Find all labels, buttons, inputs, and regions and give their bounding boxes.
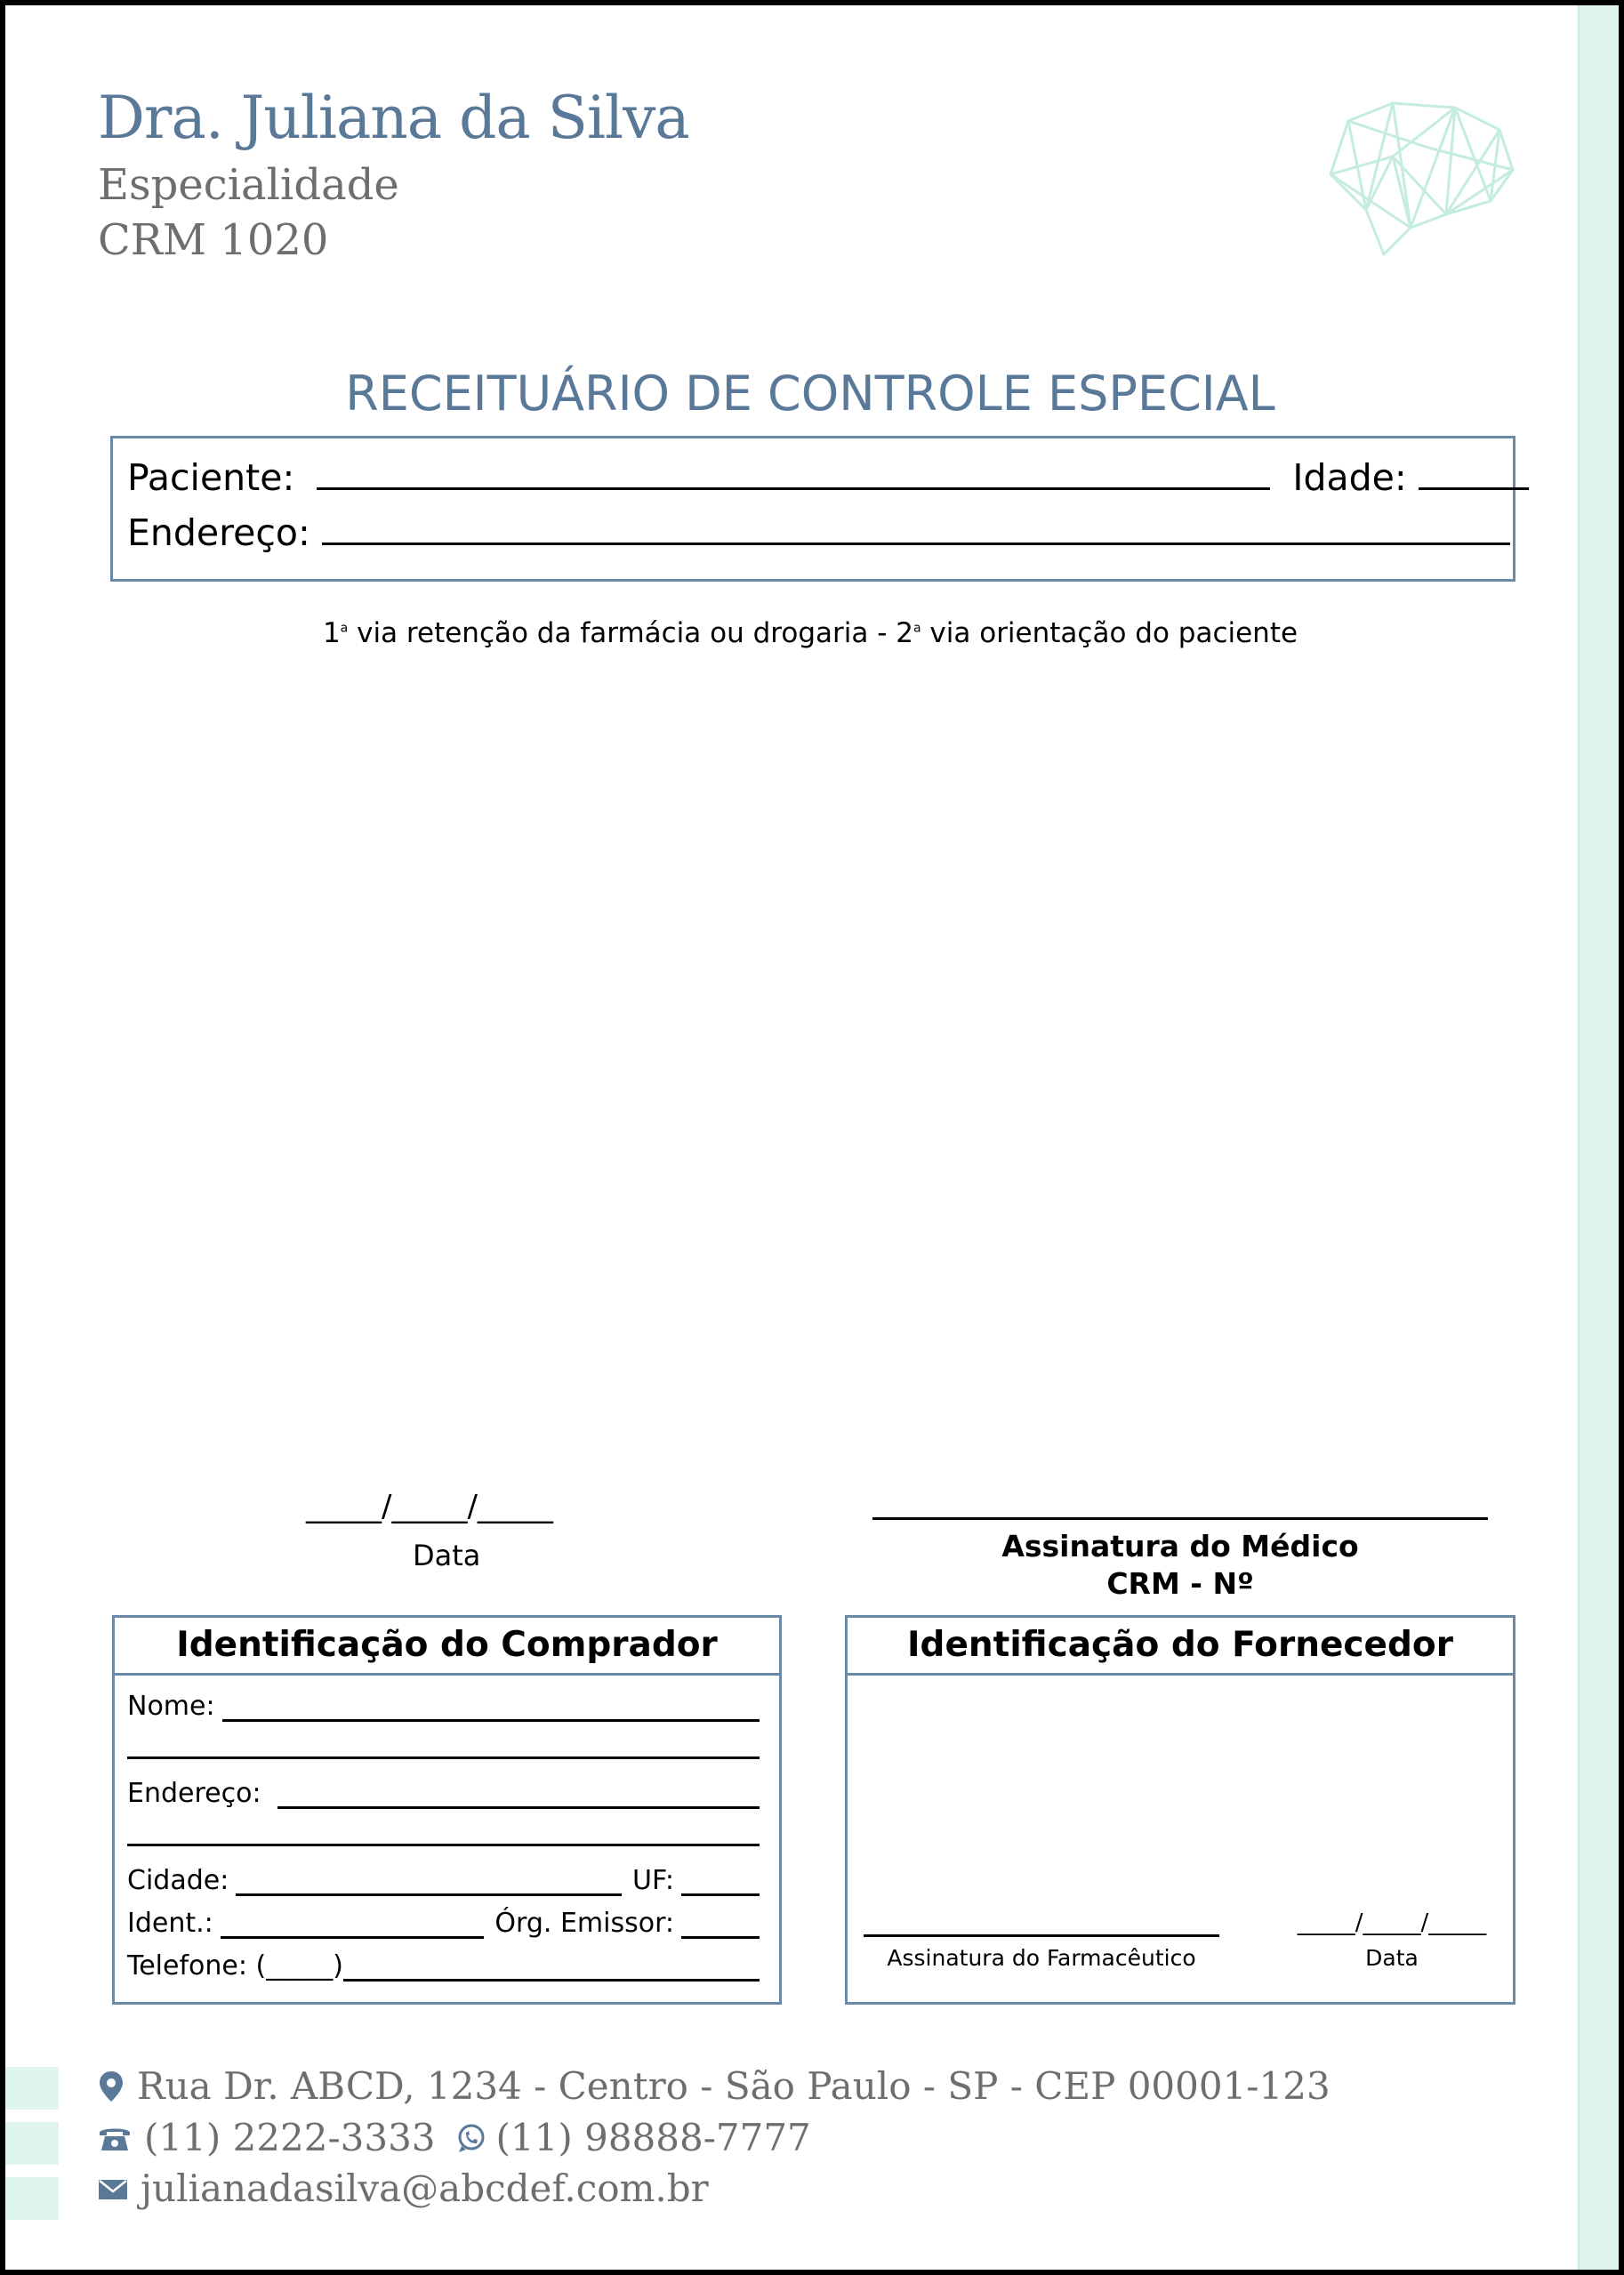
via-superscript-2: a [912, 621, 921, 636]
doctor-specialty: Especialidade [98, 160, 399, 210]
footer-decor-square-1 [5, 2067, 59, 2110]
footer-phone-text: (11) 2222-3333 [144, 2116, 436, 2159]
copy-instructions [5, 617, 1615, 649]
via-second-text: via orientação do paciente [921, 617, 1298, 649]
pharmacist-signature-line[interactable] [864, 1934, 1219, 1937]
patient-name-row [127, 456, 1497, 499]
footer-email-text: julianadasilva@abcdef.com.br [141, 2166, 709, 2210]
buyer-city-field[interactable] [236, 1870, 622, 1896]
signature-title: Assinatura do Médico [1001, 1529, 1359, 1564]
buyer-uf-field[interactable] [681, 1870, 760, 1896]
buyer-org-field[interactable] [681, 1913, 760, 1939]
buyer-uf-label: UF: [632, 1865, 674, 1896]
footer-phones [98, 2116, 811, 2159]
buyer-address-row-2 [127, 1821, 760, 1846]
buyer-address-field-2[interactable] [127, 1821, 760, 1846]
buyer-city-row [127, 1865, 760, 1896]
footer-address-text: Rua Dr. ABCD, 1234 - Centro - São Paulo - SP - CEP 00001-123 [137, 2064, 1331, 2108]
supplier-date-label: Data [1365, 1945, 1419, 1971]
buyer-phone-field[interactable] [343, 1956, 760, 1982]
buyer-name-row [127, 1691, 760, 1722]
pharmacist-signature-label: Assinatura do Farmacêutico [887, 1945, 1196, 1971]
buyer-address-row [127, 1778, 760, 1809]
signature-crm: CRM - Nº [1106, 1566, 1254, 1601]
buyer-ident-row [127, 1908, 760, 1939]
via-superscript-1: a [340, 621, 349, 636]
buyer-name-field-2[interactable] [127, 1733, 760, 1759]
buyer-address-label: Endereço: [127, 1778, 261, 1809]
supplier-date-field[interactable]: _____/_____/_____ [1297, 1909, 1487, 1936]
footer-address [98, 2064, 1331, 2108]
doctor-signature-line[interactable] [872, 1517, 1488, 1520]
footer-decor-square-3 [5, 2177, 59, 2220]
footer-whatsapp-text: (11) 98888-7777 [495, 2116, 811, 2159]
brain-logo-icon [1313, 94, 1517, 263]
age-field[interactable] [1419, 457, 1529, 490]
address-label: Endereço: [127, 511, 310, 554]
buyer-ident-field[interactable] [221, 1913, 485, 1939]
doctor-signature-label [872, 1528, 1488, 1603]
buyer-address-field[interactable] [277, 1783, 760, 1809]
whatsapp-icon [455, 2122, 487, 2154]
buyer-box-title: Identificação do Comprador [115, 1618, 779, 1676]
buyer-city-label: Cidade: [127, 1865, 229, 1896]
buyer-identification-box [112, 1615, 782, 2005]
footer-email [98, 2166, 709, 2210]
buyer-phone-label: Telefone: (_____) [127, 1950, 343, 1982]
prescription-date-field[interactable]: _____/_____/_____ [306, 1489, 553, 1524]
patient-name-field[interactable] [317, 457, 1270, 490]
age-label: Idade: [1292, 456, 1407, 499]
side-decorative-strip [1578, 5, 1619, 2270]
footer-decor-square-2 [5, 2122, 59, 2165]
patient-info-box [110, 436, 1515, 582]
buyer-org-label: Órg. Emissor: [494, 1908, 674, 1939]
doctor-name: Dra. Juliana da Silva [98, 84, 689, 152]
location-pin-icon [98, 2070, 125, 2103]
document-title: RECEITUÁRIO DE CONTROLE ESPECIAL [345, 366, 1275, 422]
buyer-name-label: Nome: [127, 1691, 215, 1722]
supplier-identification-box [845, 1615, 1515, 2005]
prescription-date-label: Data [413, 1539, 481, 1572]
buyer-phone-row [127, 1950, 760, 1982]
via-first-text: via retenção da farmácia ou drogaria - 2 [348, 617, 913, 649]
buyer-name-field[interactable] [222, 1696, 760, 1722]
patient-address-row [127, 511, 1510, 554]
doctor-crm: CRM 1020 [98, 215, 329, 265]
buyer-name-row-2 [127, 1733, 760, 1759]
telephone-icon [98, 2124, 132, 2152]
envelope-icon [98, 2177, 128, 2200]
supplier-box-title: Identificação do Fornecedor [848, 1618, 1513, 1676]
patient-label: Paciente: [127, 456, 295, 499]
buyer-ident-label: Ident.: [127, 1908, 213, 1939]
patient-address-field[interactable] [322, 512, 1510, 545]
via-first-number: 1 [322, 617, 341, 649]
